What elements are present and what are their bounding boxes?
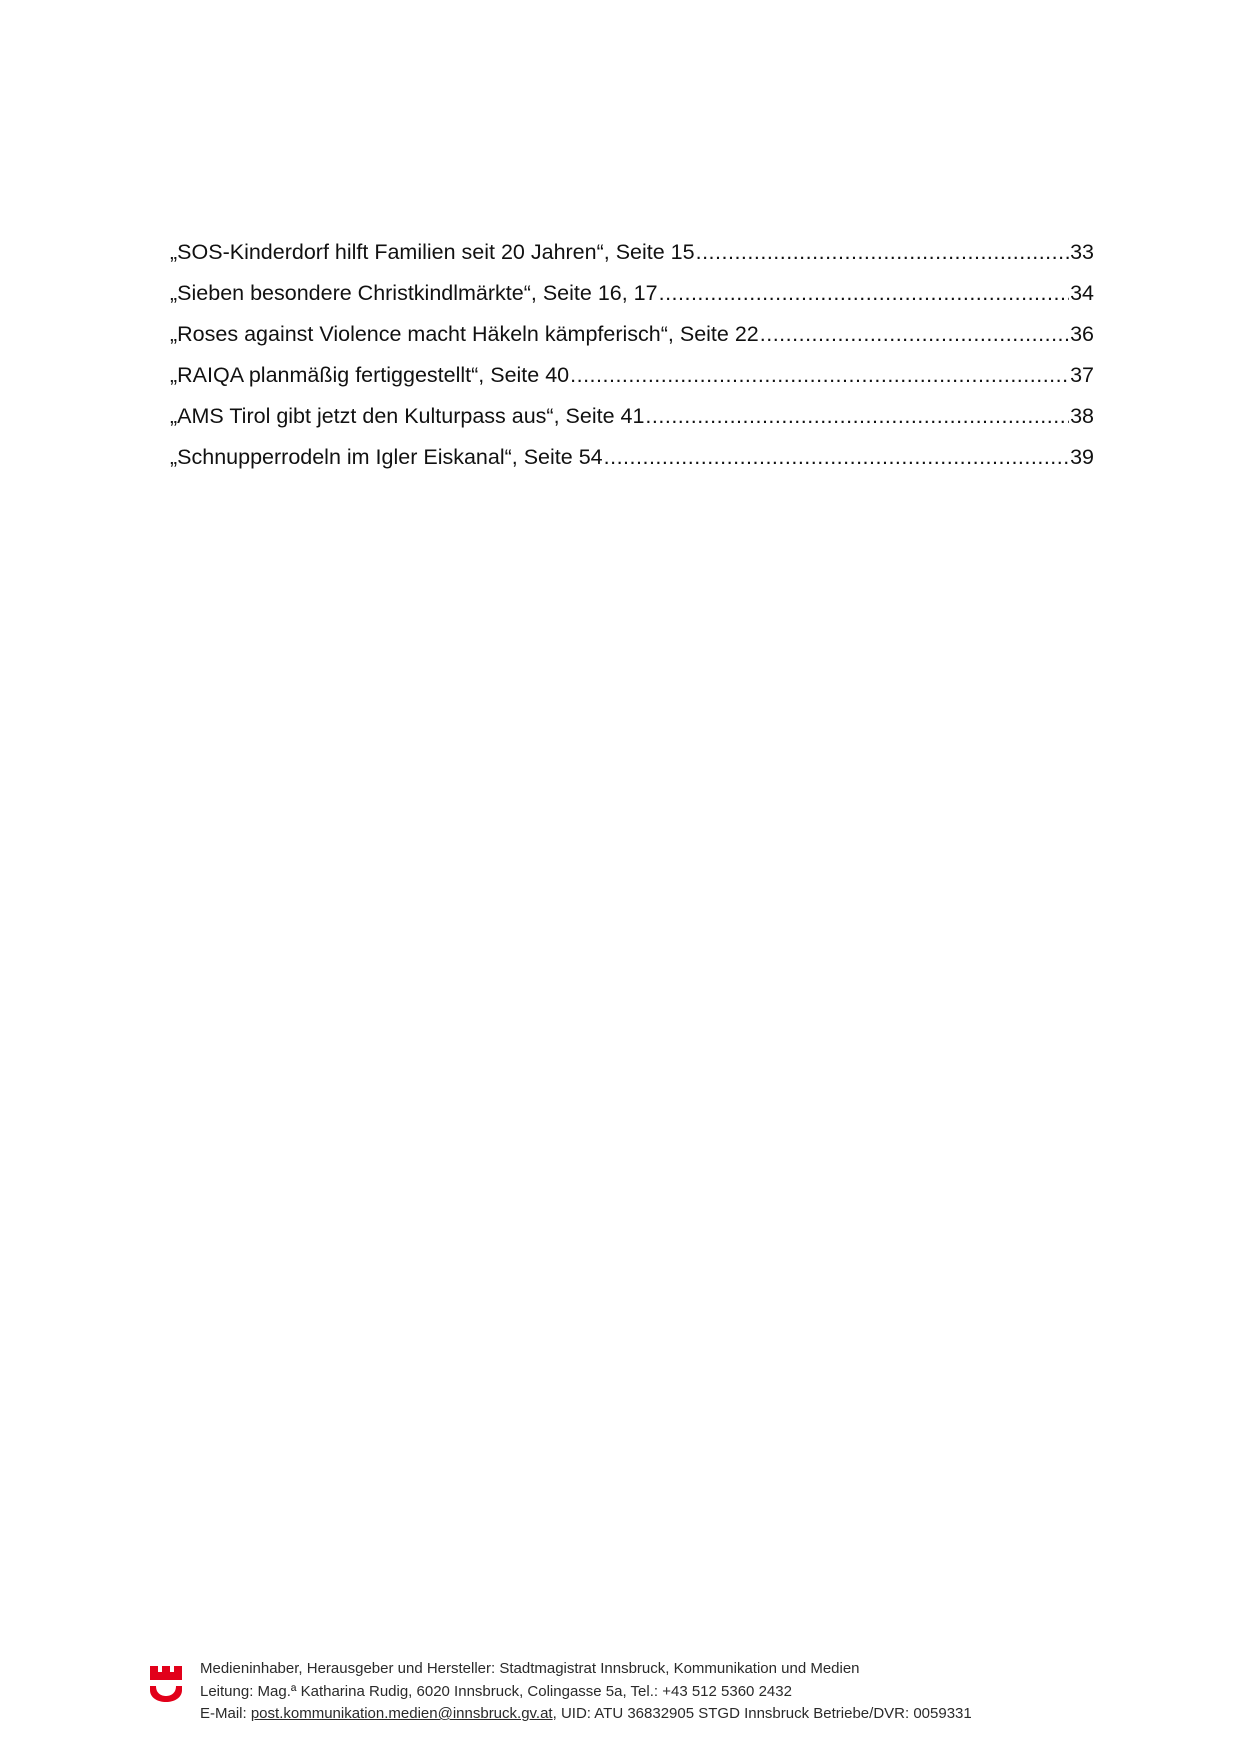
innsbruck-city-logo-icon: [150, 1664, 182, 1704]
toc-dot-leader: [696, 232, 1069, 273]
footer-line-contact: [200, 1703, 972, 1726]
toc-entry[interactable]: [170, 232, 1094, 273]
toc-dot-leader: [659, 273, 1069, 314]
footer-imprint: [200, 1658, 972, 1726]
footer-line-publisher: Medieninhaber, Herausgeber und Hersteller: Stadtmagistrat Innsbruck, Kommunikation und Medien: [200, 1660, 860, 1677]
toc-entry-title: „AMS Tirol gibt jetzt den Kulturpass aus“, Seite 41: [170, 404, 645, 428]
toc-entry-title: „RAIQA planmäßig fertiggestellt“, Seite 40: [170, 363, 570, 387]
toc-entry-title: „Sieben besondere Christkindlmärkte“, Seite 16, 17: [170, 281, 658, 305]
toc-entry[interactable]: [170, 273, 1094, 314]
toc-entry[interactable]: [170, 314, 1094, 355]
table-of-contents: [170, 232, 1094, 478]
toc-entry-title: „Roses against Violence macht Häkeln kämpferisch“, Seite 22: [170, 322, 759, 346]
toc-entry-page: 36: [1070, 322, 1094, 346]
footer-email-link[interactable]: post.kommunikation.medien@innsbruck.gv.at: [250, 1705, 553, 1722]
toc-dot-leader: [760, 314, 1069, 355]
toc-entry-page: 39: [1070, 445, 1094, 469]
footer-ids: , UID: ATU 36832905 STGD Innsbruck Betriebe/DVR: 0059331: [552, 1705, 972, 1722]
toc-entry-title: „Schnupperrodeln im Igler Eiskanal“, Seite 54: [170, 445, 603, 469]
footer-email-label: E-Mail:: [200, 1705, 251, 1722]
toc-entry-title: „SOS-Kinderdorf hilft Familien seit 20 Jahren“, Seite 15: [170, 240, 695, 264]
toc-entry-page: 33: [1070, 240, 1094, 264]
footer-line-management: Leitung: Mag.ª Katharina Rudig, 6020 Innsbruck, Colingasse 5a, Tel.: +43 512 5360 2432: [200, 1682, 792, 1700]
toc-entry[interactable]: [170, 437, 1094, 478]
page-footer: [150, 1658, 1090, 1728]
toc-entry[interactable]: [170, 355, 1094, 396]
toc-entry[interactable]: [170, 396, 1094, 437]
toc-dot-leader: [570, 355, 1069, 396]
toc-dot-leader: [604, 437, 1069, 478]
toc-entry-page: 37: [1070, 363, 1094, 387]
toc-dot-leader: [645, 396, 1069, 437]
toc-entry-page: 34: [1070, 281, 1094, 305]
toc-entry-page: 38: [1070, 404, 1094, 428]
